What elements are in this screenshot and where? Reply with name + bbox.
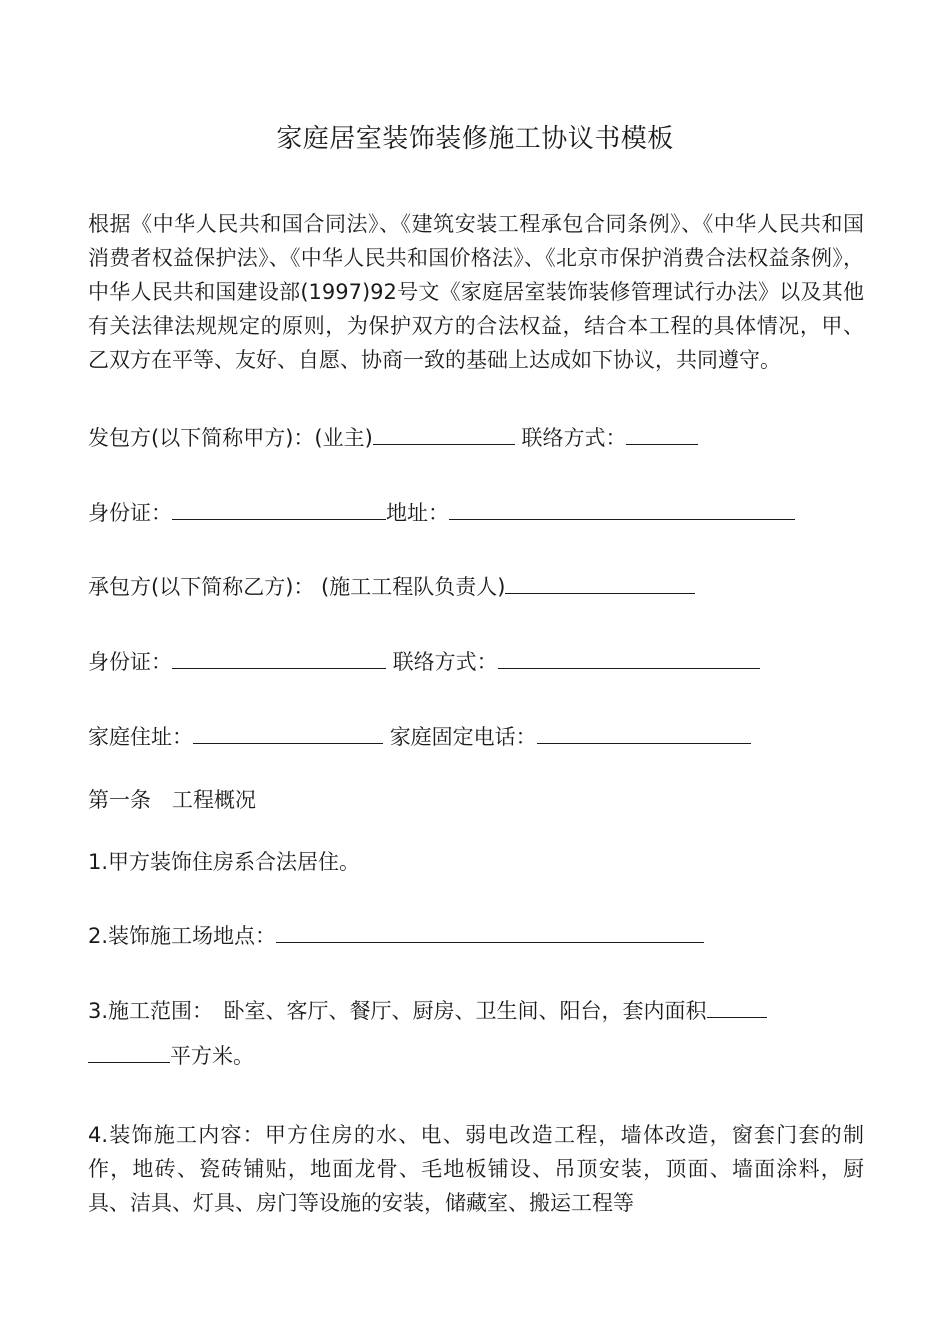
item3-area-blank-a[interactable] [707, 997, 767, 1018]
party-b-name-blank[interactable] [505, 573, 695, 594]
party-b-contact-label: 联络方式： [392, 650, 498, 674]
party-a-address-label: 地址： [386, 501, 449, 525]
document-title: 家庭居室装饰装修施工协议书模板 [276, 124, 674, 154]
item4-paragraph: 4.装饰施工内容：甲方住房的水、电、弱电改造工程，墙体改造，窗套门套的制作，地砖、瓷砖铺贴，地面龙骨、毛地板铺设、吊顶安装，顶面、墙面涂料，厨具、洁具、灯具、房门等设施的安装，储藏室、搬运工程等 [88, 1123, 864, 1215]
party-b-label: 承包方(以下简称乙方)： (施工工程队负责人) [88, 575, 506, 599]
item3-label: 3.施工范围： 卧室、客厅、餐厅、厨房、卫生间、阳台，套内面积 [88, 999, 707, 1023]
party-a-line [88, 422, 698, 452]
party-a-name-blank[interactable] [373, 424, 515, 445]
item3-unit: 平方米。 [170, 1044, 254, 1068]
item3-area-blank-b[interactable] [88, 1042, 170, 1063]
home-address-blank[interactable] [193, 723, 383, 744]
item3-line [88, 995, 767, 1025]
party-b-id-line [88, 646, 760, 676]
party-b-id-blank[interactable] [172, 648, 386, 669]
party-a-id-label: 身份证： [88, 501, 172, 525]
party-b-id-label: 身份证： [88, 650, 172, 674]
item2-site-blank[interactable] [276, 922, 704, 943]
item2-label: 2.装饰施工场地点： [88, 924, 277, 948]
item3-continuation [88, 1040, 254, 1070]
article1-heading: 第一条 工程概况 [88, 788, 256, 812]
party-a-address-blank[interactable] [449, 499, 795, 520]
party-a-contact-label: 联络方式： [521, 426, 627, 450]
home-address-label: 家庭住址： [88, 725, 193, 749]
item2-line [88, 920, 704, 950]
party-a-label: 发包方(以下简称甲方)：(业主) [88, 426, 373, 450]
item1-text: 1.甲方装饰住房系合法居住。 [88, 850, 361, 874]
party-b-line [88, 571, 695, 601]
home-phone-label: 家庭固定电话： [389, 725, 537, 749]
party-b-contact-blank[interactable] [498, 648, 760, 669]
party-a-contact-blank[interactable] [626, 424, 698, 445]
party-a-id-blank[interactable] [172, 499, 386, 520]
party-a-id-line [88, 497, 795, 527]
intro-paragraph: 根据《中华人民共和国合同法》、《建筑安装工程承包合同条例》、《中华人民共和国消费者权益保护法》、《中华人民共和国价格法》、《北京市保护消费合法权益条例》，中华人民共和国建设部(1997)92号文《家庭居室装饰装修管理试行办法》以及其他有关法律法规规定的原则，为保护双方的合法权益，结合本工程的具体情况，甲、乙双方在平等、友好、自愿、协商一致的基础上达成如下协议，共同遵守。 [88, 212, 864, 372]
home-info-line [88, 721, 751, 751]
home-phone-blank[interactable] [537, 723, 751, 744]
